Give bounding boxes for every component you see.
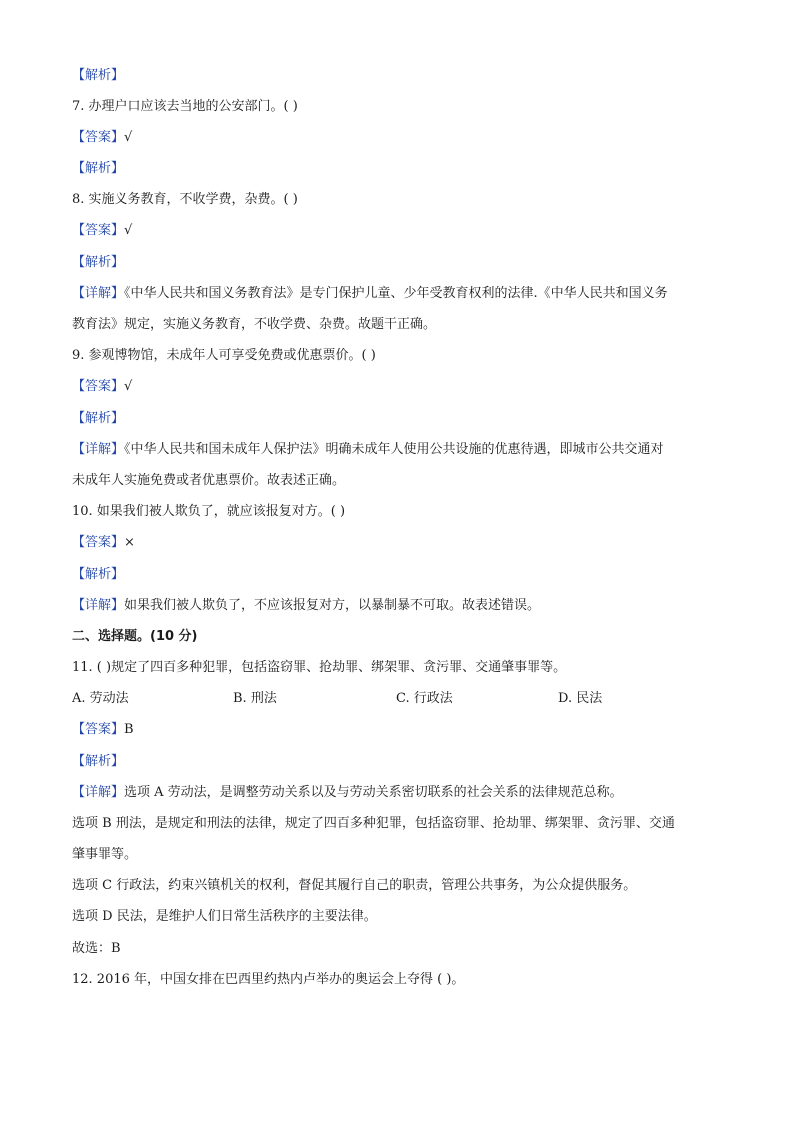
- options-row-11: [72, 690, 722, 708]
- answer-value: √: [124, 130, 133, 145]
- detail-text: 《中华人民共和国义务教育法》是专门保护儿童、少年受教育权利的法律.《中华人民共和国义务: [124, 286, 668, 301]
- detail-text: 如果我们被人欺负了，不应该报复对方，以暴制暴不可取。故表述错误。: [124, 598, 541, 613]
- answer-value: B: [124, 722, 134, 737]
- answer-label: 【答案】: [72, 722, 125, 737]
- analysis-label: 【解析】: [72, 411, 125, 426]
- section-heading: 二、选择题。(10 分): [72, 629, 198, 644]
- detail-label: 【详解】: [72, 286, 125, 301]
- analysis-label: 【解析】: [72, 68, 125, 83]
- option-d-explanation: 选项 D 民法，是维护人们日常生活秩序的主要法律。: [72, 909, 377, 924]
- option-b-explanation-continuation: 肇事罪等。: [72, 847, 138, 862]
- final-choice: 故选：B: [72, 941, 121, 956]
- option-c: C. 行政法: [396, 691, 453, 706]
- analysis-label: 【解析】: [72, 754, 125, 769]
- answer-row-8: [72, 222, 132, 240]
- detail-label: 【详解】: [72, 442, 125, 457]
- answer-value: √: [124, 379, 133, 394]
- answer-label: 【答案】: [72, 130, 125, 145]
- question-11: 11. ( )规定了四百多种犯罪，包括盗窃罪、抢劫罪、绑架罪、贪污罪、交通肇事罪等。: [72, 660, 567, 675]
- detail-label: 【详解】: [72, 785, 125, 800]
- option-b: B. 刑法: [233, 691, 277, 706]
- answer-row-9: [72, 378, 132, 396]
- question-12: 12. 2016 年，中国女排在巴西里约热内卢举办的奥运会上夺得 ( )。: [72, 972, 465, 987]
- detail-continuation: 未成年人实施免费或者优惠票价。故表述正确。: [72, 473, 346, 488]
- detail-row-10: [72, 597, 540, 615]
- detail-row-8: [72, 285, 668, 303]
- detail-row-9: [72, 441, 664, 459]
- analysis-label: 【解析】: [72, 255, 125, 270]
- question-7: 7. 办理户口应该去当地的公安部门。( ): [72, 99, 298, 114]
- answer-value: ×: [124, 535, 135, 550]
- question-10: 10. 如果我们被人欺负了，就应该报复对方。( ): [72, 504, 346, 519]
- analysis-label: 【解析】: [72, 161, 125, 176]
- answer-label: 【答案】: [72, 379, 125, 394]
- question-8: 8. 实施义务教育，不收学费，杂费。( ): [72, 192, 298, 207]
- detail-row-11: [72, 784, 623, 802]
- detail-label: 【详解】: [72, 598, 125, 613]
- detail-text: 选项 A 劳动法，是调整劳动关系以及与劳动关系密切联系的社会关系的法律规范总称。: [124, 785, 623, 800]
- option-d: D. 民法: [558, 691, 603, 706]
- answer-row-7: [72, 129, 132, 147]
- option-c-explanation: 选项 C 行政法，约束兴镇机关的权利，督促其履行自己的职责，管理公共事务，为公众提供服务。: [72, 878, 637, 893]
- answer-row-10: [72, 534, 135, 552]
- answer-label: 【答案】: [72, 535, 125, 550]
- detail-text: 《中华人民共和国未成年人保护法》明确未成年人使用公共设施的优惠待遇，即城市公共交通对: [124, 442, 664, 457]
- answer-label: 【答案】: [72, 223, 125, 238]
- analysis-label: 【解析】: [72, 567, 125, 582]
- option-a: A. 劳动法: [72, 691, 129, 706]
- detail-continuation: 教育法》规定，实施义务教育，不收学费、杂费。故题干正确。: [72, 317, 437, 332]
- question-9: 9. 参观博物馆，未成年人可享受免费或优惠票价。( ): [72, 348, 376, 363]
- option-b-explanation: 选项 B 刑法，是规定和刑法的法律，规定了四百多种犯罪，包括盗窃罪、抢劫罪、绑架罪、贪污罪、交通: [72, 816, 675, 831]
- answer-value: √: [124, 223, 133, 238]
- answer-row-11: [72, 721, 134, 739]
